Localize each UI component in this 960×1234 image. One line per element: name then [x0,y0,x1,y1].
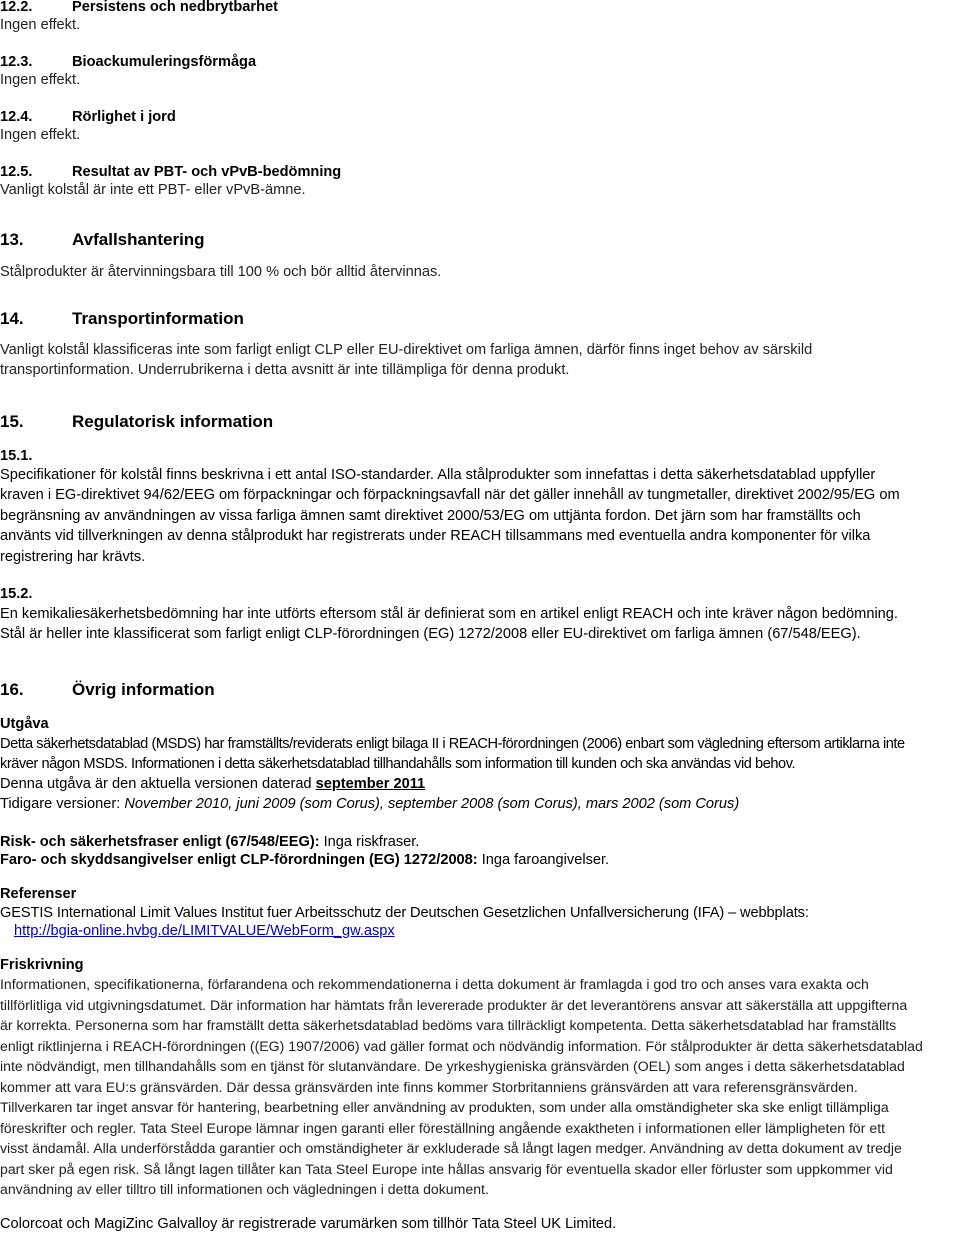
subsection-12-5-text: Vanligt kolstål är inte ett PBT- eller vPvB-ämne. [0,182,306,198]
text-line: är korrekta. Personerna som har framställt detta säkerhetsdatablad bedöms vara tillräckligt kompetenta. Detta säkerhetsdatablad har framställts [0,1017,897,1033]
text-line: Specifikationer för kolstål finns beskrivna i ett antal ISO-standarder. Alla stålprodukter som innefattas i detta säkerhetsdatablad uppfyller [0,467,876,483]
subsection-15-2-number: 15.2. [0,586,33,602]
text-line: visst ändamål. Alla underförstådda garantier och omständigheter är exkluderade så långt lagen medger. Användning av detta dokument av tredje [0,1140,902,1156]
references-url-link[interactable]: http://bgia-online.hvbg.de/LIMITVALUE/WebForm_gw.aspx [14,923,395,939]
text-line: föreskrifter och regler. Tata Steel Europe lämnar ingen garanti eller föreställning angående exaktheten i informationen eller lämpligheten för ett [0,1119,886,1136]
text-line: Detta säkerhetsdatablad (MSDS) har framställts/reviderats enligt bilaga II i REACH-förordningen (2006) enbart som vägledning eftersom artiklarna inte [0,736,905,752]
previous-versions [0,794,739,814]
references-link[interactable] [14,921,395,941]
text-line: använts vid tillverkningen av denna stålprodukt har registrerats under REACH tillsammans med eventuella andra komponenter för vilka [0,528,871,545]
subsection-number: 12.2. [0,0,33,15]
risk-phrases-label: Risk- och säkerhetsfraser enligt (67/548/EEG): [0,834,320,850]
hazard-statements-label: Faro- och skyddsangivelser enligt CLP-förordningen (EG) 1272/2008: [0,852,478,868]
section-title: Regulatorisk information [72,412,274,431]
version-date: september 2011 [315,776,426,792]
trademark-notice: Colorcoat och MagiZinc Galvalloy är registrerade varumärken som tillhör Tata Steel UK Limited. [0,1216,617,1232]
section-13-text: Stålprodukter är återvinningsbara till 100 % och bör alltid återvinnas. [0,264,442,280]
section-number: 13. [0,230,24,249]
text-line: part sker på egen risk. Så långt lagen tillåter kan Tata Steel Europe inte hållas ansvarig för eventuella skador eller förluster som uppkommer vid [0,1160,893,1177]
section-16-heading [0,680,215,701]
subsection-number: 12.5. [0,164,33,180]
text-line: Informationen, specifikationerna, förfarandena och rekommendationerna i detta dokument är framlagda i god tro och anses vara exakta och [0,976,869,992]
risk-phrases-value: Inga riskfraser. [319,834,420,850]
section-13-heading [0,230,205,251]
section-14-heading [0,309,244,330]
subsection-number: 12.3. [0,54,33,70]
subsection-15-1-text [0,465,960,567]
text-line: kräver någon MSDS. Informationen i detta säkerhetsdatablad tillhandahålls som information till kunden och ska användas vid behov. [0,756,796,773]
section-number: 16. [0,680,24,699]
disclaimer-text [0,974,960,1200]
subsection-title: Resultat av PBT- och vPvB-bedömning [72,164,342,180]
text-line: kommer att vara EU:s gränsvärden. Där dessa gränsvärden inte finns kommer Storbritanniens gränsvärden att vara referensgränsvärden. [0,1078,858,1095]
section-title: Avfallshantering [72,230,205,249]
text-line: Tillverkaren tar inget ansvar för hantering, bearbetning eller användning av produkten, som under alla omständigheter ska ske enligt tillämpliga [0,1099,889,1115]
previous-versions-prefix: Tidigare versioner: [0,796,125,812]
subsection-15-2-text [0,604,960,645]
section-14-text [0,340,960,381]
text-line: begränsning av användningen av vissa farliga ämnen samt direktivet 2000/53/EG om uttjänta fordon. Det järn som har framställts och [0,507,861,524]
subsection-12-3-text: Ingen effekt. [0,72,81,88]
utgava-label: Utgåva [0,716,49,732]
current-version [0,774,425,794]
subsection-title: Persistens och nedbrytbarhet [72,0,278,15]
subsection-12-4-text: Ingen effekt. [0,127,81,143]
subsection-15-1-number: 15.1. [0,448,33,464]
references-label: Referenser [0,886,77,902]
version-prefix: Denna utgåva är den aktuella versionen daterad [0,776,316,792]
subsection-title: Bioackumuleringsförmåga [72,54,257,70]
section-15-heading [0,412,273,433]
text-line: transportinformation. Underrubrikerna i detta avsnitt är inte tillämpliga för denna produkt. [0,362,570,379]
hazard-statements-value: Inga faroangivelser. [477,852,610,868]
previous-versions-list: November 2010, juni 2009 (som Corus), september 2008 (som Corus), mars 2002 (som Corus) [124,796,740,812]
section-number: 15. [0,412,24,431]
section-number: 14. [0,309,24,328]
hazard-statements [0,850,609,870]
text-line: En kemikaliesäkerhetsbedömning har inte utförts eftersom stål är definierat som en artikel enligt REACH och inte kräver någon bedömning. [0,606,898,622]
section-title: Transportinformation [72,309,244,328]
text-line: enligt riktlinjerna i REACH-förordningen ((EG) 1907/2006) vad gäller format och nödvändig information. För stålprodukter är detta säkerhetsdatablad [0,1037,923,1054]
text-line: Stål är heller inte klassificerat som farligt enligt CLP-förordningen (EG) 1272/2008 eller EU-direktivet om farliga ämnen (67/548/EEG). [0,626,861,643]
text-line: inte nödvändigt, men tillhandahålls som en tjänst för slutanvändare. De yrkeshygieniska gränsvärden (OEL) som anges i detta säkerhetsdatablad [0,1058,905,1074]
subsection-12-2-text: Ingen effekt. [0,17,81,33]
text-line: registrering har krävts. [0,548,146,565]
references-text: GESTIS International Limit Values Institut fuer Arbeitsschutz der Deutschen Gesetzlichen Unfallversicherung (IFA) – webbplats: [0,905,809,921]
subsection-title: Rörlighet i jord [72,109,176,125]
text-line: kraven i EG-direktivet 94/62/EEG om förpackningar och förpackningsavfall när det gäller innehåll av tungmetaller, direktivet 2002/95/EG om [0,487,900,504]
subsection-number: 12.4. [0,109,33,125]
disclaimer-label: Friskrivning [0,957,84,973]
text-line: användning av eller tilltro till informationen och vägledningen i detta dokument. [0,1181,489,1197]
utgava-text [0,734,960,775]
section-title: Övrig information [72,680,215,699]
text-line: tillförlitliga vid utgivningsdatumet. Där information har hämtats från levererade produkter är det leverantörens ansvar att säkerställa att uppgifterna [0,996,908,1013]
text-line: Vanligt kolstål klassificeras inte som farligt enligt CLP eller EU-direktivet om farliga ämnen, därför finns inget behov av särskild [0,342,813,358]
